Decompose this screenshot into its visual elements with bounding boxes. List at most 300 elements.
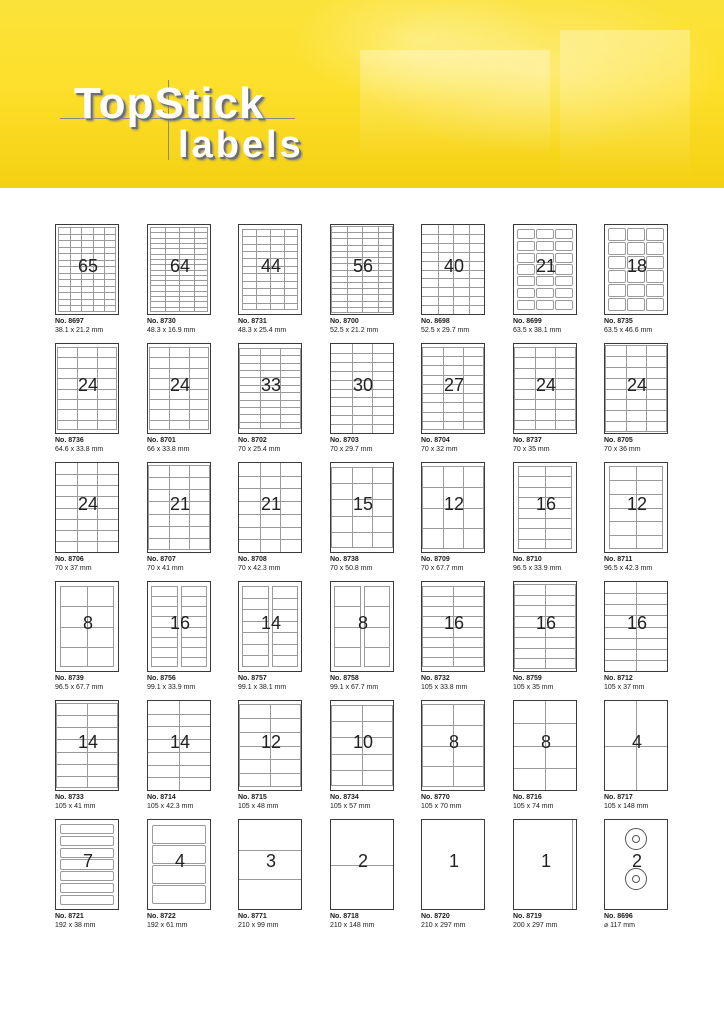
row-divider bbox=[514, 637, 576, 638]
labels-per-sheet: 16 bbox=[535, 613, 557, 633]
cd-center-hole bbox=[632, 875, 640, 883]
label-dimensions: 70 x 35 mm bbox=[513, 446, 550, 453]
row-divider bbox=[331, 406, 393, 407]
label-dimensions: 70 x 25.4 mm bbox=[238, 446, 281, 453]
product-number: No. 8703 bbox=[330, 437, 359, 444]
row-divider bbox=[150, 307, 208, 308]
row-divider bbox=[242, 288, 298, 289]
labels-per-sheet: 10 bbox=[352, 732, 374, 752]
row-divider bbox=[242, 236, 298, 237]
labels-per-sheet: 1 bbox=[448, 851, 459, 871]
label-dimensions: 70 x 32 mm bbox=[421, 446, 458, 453]
label-cell bbox=[608, 284, 626, 297]
row-divider bbox=[56, 541, 118, 542]
product-card bbox=[421, 700, 493, 818]
row-divider bbox=[331, 424, 393, 425]
label-dimensions: 210 x 297 mm bbox=[421, 922, 466, 929]
row-divider bbox=[422, 528, 484, 529]
label-dimensions: 105 x 57 mm bbox=[330, 803, 371, 810]
row-divider bbox=[57, 357, 117, 358]
row-divider bbox=[181, 596, 208, 597]
product-card bbox=[330, 819, 402, 937]
row-divider bbox=[422, 402, 484, 403]
row-divider bbox=[422, 725, 484, 726]
labels-per-sheet: 14 bbox=[260, 613, 282, 633]
row-divider bbox=[242, 295, 298, 296]
labels-per-sheet: 1 bbox=[540, 851, 551, 871]
label-sheet-diagram bbox=[421, 581, 485, 672]
product-card bbox=[147, 700, 219, 818]
row-divider bbox=[58, 292, 116, 293]
row-divider bbox=[422, 278, 484, 279]
row-divider bbox=[331, 397, 393, 398]
row-divider bbox=[239, 718, 301, 719]
labels-per-sheet: 16 bbox=[443, 613, 465, 633]
labels-per-sheet: 2 bbox=[357, 851, 368, 871]
row-divider bbox=[422, 365, 484, 366]
row-divider bbox=[150, 232, 208, 233]
label-sheet-diagram bbox=[55, 343, 119, 434]
product-number: No. 8717 bbox=[604, 794, 633, 801]
product-card bbox=[421, 462, 493, 580]
labels-per-sheet: 12 bbox=[626, 494, 648, 514]
row-divider bbox=[239, 488, 301, 489]
label-sheet-diagram bbox=[147, 462, 211, 553]
labels-per-sheet: 16 bbox=[169, 613, 191, 633]
label-sheet-diagram bbox=[238, 819, 302, 910]
product-number: No. 8735 bbox=[604, 318, 633, 325]
row-divider bbox=[331, 516, 393, 517]
product-number: No. 8722 bbox=[147, 913, 176, 920]
label-cell bbox=[60, 824, 114, 834]
row-divider bbox=[57, 420, 117, 421]
row-divider bbox=[518, 476, 572, 477]
label-sheet-diagram bbox=[330, 343, 394, 434]
row-divider bbox=[514, 409, 576, 410]
product-number: No. 8700 bbox=[330, 318, 359, 325]
row-divider bbox=[58, 247, 116, 248]
labels-per-sheet: 21 bbox=[169, 494, 191, 514]
label-dimensions: 99.1 x 67.7 mm bbox=[330, 684, 379, 691]
row-divider bbox=[609, 521, 663, 522]
label-sheet-diagram bbox=[330, 224, 394, 315]
labels-per-sheet: 14 bbox=[169, 732, 191, 752]
product-card bbox=[147, 819, 219, 937]
product-number: No. 8719 bbox=[513, 913, 542, 920]
product-card bbox=[513, 343, 585, 461]
label-dimensions: 105 x 35 mm bbox=[513, 684, 554, 691]
label-cell bbox=[555, 241, 573, 251]
product-number: No. 8721 bbox=[55, 913, 84, 920]
product-card bbox=[421, 343, 493, 461]
labels-per-sheet: 24 bbox=[77, 494, 99, 514]
labels-per-sheet: 56 bbox=[352, 256, 374, 276]
row-divider bbox=[242, 655, 269, 656]
row-divider bbox=[181, 637, 208, 638]
label-cell bbox=[536, 300, 554, 310]
labels-per-sheet: 24 bbox=[626, 375, 648, 395]
row-divider bbox=[149, 368, 209, 369]
label-sheet-diagram bbox=[330, 819, 394, 910]
labels-per-sheet: 8 bbox=[448, 732, 459, 752]
product-card bbox=[513, 581, 585, 699]
row-divider bbox=[331, 721, 393, 722]
label-sheet-diagram bbox=[604, 343, 668, 434]
row-divider bbox=[58, 305, 116, 306]
labels-per-sheet: 65 bbox=[77, 256, 99, 276]
row-divider bbox=[242, 251, 298, 252]
row-divider bbox=[331, 238, 393, 239]
label-dimensions: 96.5 x 67.7 mm bbox=[55, 684, 104, 691]
row-divider bbox=[242, 644, 269, 645]
row-divider bbox=[57, 368, 117, 369]
label-dimensions: 70 x 29.7 mm bbox=[330, 446, 373, 453]
row-divider bbox=[605, 649, 667, 650]
row-divider bbox=[150, 285, 208, 286]
label-dimensions: 105 x 42.3 mm bbox=[147, 803, 194, 810]
row-divider bbox=[242, 281, 298, 282]
row-divider bbox=[514, 648, 576, 649]
product-card bbox=[604, 462, 676, 580]
row-divider bbox=[239, 363, 301, 364]
label-cell bbox=[60, 871, 114, 881]
label-cell bbox=[608, 242, 626, 255]
labels-per-sheet: 16 bbox=[535, 494, 557, 514]
label-dimensions: 105 x 48 mm bbox=[238, 803, 279, 810]
label-cell bbox=[555, 229, 573, 239]
label-sheet-diagram bbox=[330, 700, 394, 791]
label-cell bbox=[627, 228, 645, 241]
label-sheet-diagram bbox=[238, 224, 302, 315]
labels-per-sheet: 27 bbox=[443, 375, 465, 395]
label-dimensions: 70 x 37 mm bbox=[55, 565, 92, 572]
row-divider bbox=[148, 477, 210, 478]
row-divider bbox=[605, 593, 667, 594]
row-divider bbox=[58, 286, 116, 287]
product-card bbox=[604, 819, 676, 937]
row-divider bbox=[514, 658, 576, 659]
product-card bbox=[147, 581, 219, 699]
label-dimensions: 105 x 148 mm bbox=[604, 803, 649, 810]
row-divider bbox=[56, 530, 118, 531]
row-divider bbox=[331, 251, 393, 252]
row-divider bbox=[150, 243, 208, 244]
product-card bbox=[513, 224, 585, 342]
row-divider bbox=[331, 288, 393, 289]
row-divider bbox=[239, 539, 301, 540]
product-number: No. 8720 bbox=[421, 913, 450, 920]
label-dimensions: 52.5 x 29.7 mm bbox=[421, 327, 470, 334]
row-divider bbox=[58, 234, 116, 235]
row-divider bbox=[181, 647, 208, 648]
row-divider bbox=[149, 420, 209, 421]
row-divider bbox=[148, 765, 210, 766]
row-divider bbox=[60, 606, 114, 607]
label-cell bbox=[517, 300, 535, 310]
row-divider bbox=[239, 414, 301, 415]
label-dimensions: 70 x 42.3 mm bbox=[238, 565, 281, 572]
row-divider bbox=[422, 412, 484, 413]
row-divider bbox=[605, 356, 667, 357]
product-number: No. 8705 bbox=[604, 437, 633, 444]
product-number: No. 8715 bbox=[238, 794, 267, 801]
label-cell bbox=[536, 229, 554, 239]
row-divider bbox=[151, 596, 178, 597]
product-number: No. 8701 bbox=[147, 437, 176, 444]
label-sheet-diagram bbox=[330, 581, 394, 672]
row-divider bbox=[242, 598, 269, 599]
labels-per-sheet: 4 bbox=[174, 851, 185, 871]
row-divider bbox=[239, 355, 301, 356]
row-divider bbox=[181, 606, 208, 607]
labels-per-sheet: 14 bbox=[77, 732, 99, 752]
labels-per-sheet: 12 bbox=[443, 494, 465, 514]
product-number: No. 8702 bbox=[238, 437, 267, 444]
label-sheet-diagram bbox=[604, 700, 668, 791]
label-sheet-diagram bbox=[147, 224, 211, 315]
row-divider bbox=[331, 232, 393, 233]
label-sheet-diagram bbox=[513, 462, 577, 553]
product-number: No. 8697 bbox=[55, 318, 84, 325]
label-cell bbox=[555, 288, 573, 298]
row-divider bbox=[57, 399, 117, 400]
row-divider bbox=[148, 489, 210, 490]
row-divider bbox=[150, 291, 208, 292]
label-sheet-diagram bbox=[55, 462, 119, 553]
row-divider bbox=[57, 409, 117, 410]
label-dimensions: 38.1 x 21.2 mm bbox=[55, 327, 104, 334]
label-sheet-diagram bbox=[421, 819, 485, 910]
row-divider bbox=[148, 538, 210, 539]
row-divider bbox=[56, 727, 118, 728]
row-divider bbox=[422, 657, 484, 658]
row-divider bbox=[331, 353, 393, 354]
row-divider bbox=[58, 279, 116, 280]
row-divider bbox=[422, 296, 484, 297]
labels-per-sheet: 4 bbox=[631, 732, 642, 752]
label-sheet-diagram bbox=[238, 462, 302, 553]
row-divider bbox=[422, 421, 484, 422]
label-sheet-diagram bbox=[604, 581, 668, 672]
row-divider bbox=[422, 252, 484, 253]
product-card bbox=[238, 581, 310, 699]
row-divider bbox=[242, 244, 298, 245]
row-divider bbox=[609, 480, 663, 481]
label-sheet-diagram bbox=[147, 700, 211, 791]
label-dimensions: 105 x 70 mm bbox=[421, 803, 462, 810]
label-sheet-diagram bbox=[238, 581, 302, 672]
product-number: No. 8712 bbox=[604, 675, 633, 682]
cd-center-hole bbox=[632, 835, 640, 843]
row-divider bbox=[239, 422, 301, 423]
label-sheet-diagram bbox=[513, 343, 577, 434]
product-card bbox=[330, 224, 402, 342]
row-divider bbox=[60, 647, 114, 648]
product-card bbox=[330, 462, 402, 580]
product-number: No. 8696 bbox=[604, 913, 633, 920]
label-cell bbox=[536, 276, 554, 286]
product-card bbox=[147, 462, 219, 580]
label-sheet-diagram bbox=[513, 819, 577, 910]
product-number: No. 8739 bbox=[55, 675, 84, 682]
row-divider bbox=[331, 245, 393, 246]
label-cell bbox=[517, 241, 535, 251]
product-number: No. 8708 bbox=[238, 556, 267, 563]
label-cell bbox=[517, 276, 535, 286]
banner-light-pane bbox=[560, 30, 690, 180]
label-dimensions: 66 x 33.8 mm bbox=[147, 446, 190, 453]
product-number: No. 8718 bbox=[330, 913, 359, 920]
row-divider bbox=[239, 407, 301, 408]
label-cell bbox=[152, 885, 206, 904]
row-divider bbox=[514, 420, 576, 421]
row-divider bbox=[239, 879, 301, 880]
label-dimensions: 96.5 x 42.3 mm bbox=[604, 565, 653, 572]
row-divider bbox=[422, 243, 484, 244]
row-divider bbox=[518, 528, 572, 529]
label-sheet-diagram bbox=[513, 581, 577, 672]
product-number: No. 8707 bbox=[147, 556, 176, 563]
label-dimensions: 105 x 33.8 mm bbox=[421, 684, 468, 691]
labels-per-sheet: 24 bbox=[535, 375, 557, 395]
row-divider bbox=[331, 294, 393, 295]
row-divider bbox=[148, 526, 210, 527]
label-dimensions: 105 x 41 mm bbox=[55, 803, 96, 810]
labels-per-sheet: 30 bbox=[352, 375, 374, 395]
label-dimensions: 192 x 38 mm bbox=[55, 922, 96, 929]
banner-light-pane bbox=[360, 50, 550, 160]
label-sheet-diagram bbox=[604, 224, 668, 315]
label-dimensions: 70 x 50.8 mm bbox=[330, 565, 373, 572]
row-divider bbox=[239, 400, 301, 401]
row-divider bbox=[148, 714, 210, 715]
product-number: No. 8757 bbox=[238, 675, 267, 682]
row-divider bbox=[605, 421, 667, 422]
row-divider bbox=[58, 253, 116, 254]
label-sheet-diagram bbox=[55, 819, 119, 910]
row-divider bbox=[422, 606, 484, 607]
labels-per-sheet: 21 bbox=[260, 494, 282, 514]
row-divider bbox=[151, 657, 178, 658]
row-divider bbox=[149, 357, 209, 358]
labels-per-sheet: 12 bbox=[260, 732, 282, 752]
product-number: No. 8732 bbox=[421, 675, 450, 682]
label-cell bbox=[608, 298, 626, 311]
product-card bbox=[421, 581, 493, 699]
row-divider bbox=[422, 647, 484, 648]
product-card bbox=[55, 343, 127, 461]
label-dimensions: 105 x 74 mm bbox=[513, 803, 554, 810]
cd-label-disc bbox=[625, 828, 647, 850]
row-divider bbox=[150, 238, 208, 239]
product-number: No. 8709 bbox=[421, 556, 450, 563]
product-number: No. 8771 bbox=[238, 913, 267, 920]
product-number: No. 8756 bbox=[147, 675, 176, 682]
product-card bbox=[330, 581, 402, 699]
row-divider bbox=[56, 776, 118, 777]
label-sheet-diagram bbox=[604, 462, 668, 553]
row-divider bbox=[331, 532, 393, 533]
row-divider bbox=[364, 606, 391, 607]
product-number: No. 8734 bbox=[330, 794, 359, 801]
label-dimensions: 200 x 297 mm bbox=[513, 922, 558, 929]
row-divider bbox=[58, 240, 116, 241]
row-divider bbox=[514, 723, 576, 724]
labels-per-sheet: 40 bbox=[443, 256, 465, 276]
row-divider bbox=[148, 777, 210, 778]
row-divider bbox=[605, 399, 667, 400]
brand-title: TopStick bbox=[74, 79, 265, 128]
product-number: No. 8711 bbox=[604, 556, 633, 563]
product-card bbox=[421, 819, 493, 937]
label-sheet-diagram bbox=[330, 462, 394, 553]
label-cell bbox=[555, 276, 573, 286]
product-card bbox=[604, 343, 676, 461]
label-cell bbox=[517, 229, 535, 239]
label-cell bbox=[627, 242, 645, 255]
row-divider bbox=[605, 410, 667, 411]
product-number: No. 8733 bbox=[55, 794, 84, 801]
label-sheet-diagram bbox=[513, 224, 577, 315]
row-divider bbox=[518, 539, 572, 540]
label-sheet-diagram bbox=[421, 700, 485, 791]
row-divider bbox=[422, 596, 484, 597]
row-divider bbox=[331, 371, 393, 372]
row-divider bbox=[609, 535, 663, 536]
product-number: No. 8736 bbox=[55, 437, 84, 444]
product-card bbox=[55, 700, 127, 818]
row-divider bbox=[239, 476, 301, 477]
header-banner bbox=[0, 0, 724, 188]
labels-per-sheet: 24 bbox=[169, 375, 191, 395]
label-sheet-diagram bbox=[513, 700, 577, 791]
row-divider bbox=[422, 766, 484, 767]
row-divider bbox=[514, 768, 576, 769]
label-sheet-diagram bbox=[55, 700, 119, 791]
product-card bbox=[330, 700, 402, 818]
label-cell bbox=[627, 284, 645, 297]
row-divider bbox=[331, 415, 393, 416]
row-divider bbox=[331, 770, 393, 771]
row-divider bbox=[239, 773, 301, 774]
labels-per-sheet: 8 bbox=[82, 613, 93, 633]
label-sheet-diagram bbox=[55, 581, 119, 672]
row-divider bbox=[605, 604, 667, 605]
row-divider bbox=[149, 409, 209, 410]
row-divider bbox=[331, 362, 393, 363]
product-number: No. 8716 bbox=[513, 794, 542, 801]
row-divider bbox=[605, 660, 667, 661]
row-divider bbox=[239, 370, 301, 371]
label-sheet-diagram bbox=[55, 224, 119, 315]
label-dimensions: 96.5 x 33.9 mm bbox=[513, 565, 562, 572]
label-dimensions: 52.5 x 21.2 mm bbox=[330, 327, 379, 334]
label-cell bbox=[536, 241, 554, 251]
label-dimensions: 210 x 99 mm bbox=[238, 922, 279, 929]
label-sheet-diagram bbox=[421, 343, 485, 434]
product-number: No. 8731 bbox=[238, 318, 267, 325]
label-sheet-diagram bbox=[421, 224, 485, 315]
brand-subtitle: labels bbox=[178, 124, 304, 166]
product-card bbox=[604, 581, 676, 699]
row-divider bbox=[150, 280, 208, 281]
label-dimensions: 70 x 67.7 mm bbox=[421, 565, 464, 572]
product-card bbox=[513, 462, 585, 580]
product-card bbox=[238, 224, 310, 342]
product-card bbox=[330, 343, 402, 461]
label-sheet-diagram bbox=[147, 581, 211, 672]
product-card bbox=[604, 224, 676, 342]
